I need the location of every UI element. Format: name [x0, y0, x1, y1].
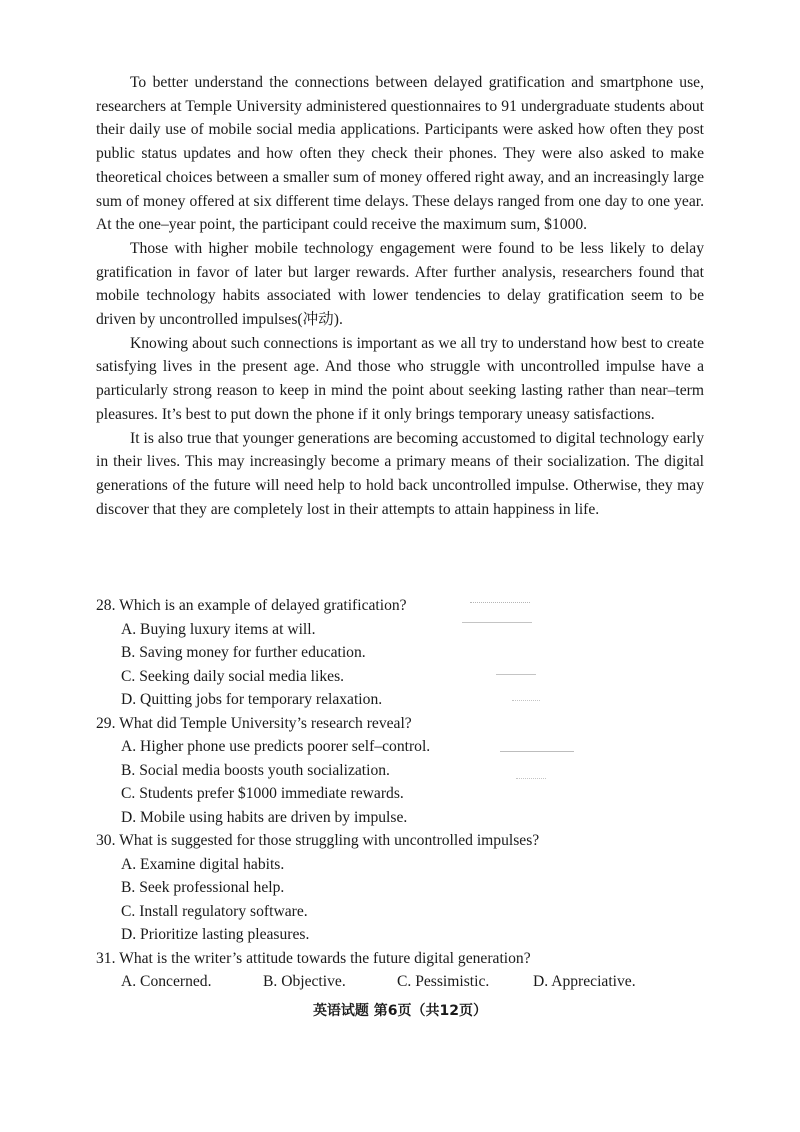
option-list — [96, 618, 704, 712]
option-d: D. Mobile using habits are driven by impulse. — [121, 808, 408, 826]
question-stem: 31. What is the writer’s attitude towards the future digital generation? — [96, 949, 531, 967]
bleed-through-mark — [500, 745, 574, 752]
option-c: C. Pessimistic. — [397, 973, 490, 990]
option-c: C. Students prefer $1000 immediate rewards. — [121, 785, 404, 802]
option-list — [96, 735, 704, 829]
option-list — [96, 970, 704, 994]
reading-passage — [96, 71, 704, 521]
passage-paragraph-3: Knowing about such connections is important as we all try to understand how best to create satisfying lives in the present age. And those who struggle with uncontrolled impulse have a particularly strong reason to keep in mind the point about seeking lasting rather than near–term pleasures. It’s best to put down the phone if it only brings temporary uneasy satisfactions. — [96, 334, 704, 423]
option-a: A. Concerned. — [121, 973, 212, 990]
question-28 — [96, 594, 704, 712]
passage-paragraph-2: Those with higher mobile technology engagement were found to be less likely to delay gratification in favor of later but larger rewards. After further analysis, researchers found that mobile technology habits associated with lower tendencies to delay gratification seem to be driven by uncontrolled impulses(冲动). — [96, 239, 704, 329]
page-footer: 英语试题 第6页（共12页） — [312, 1003, 488, 1019]
option-d: D. Prioritize lasting pleasures. — [121, 926, 310, 943]
option-c: C. Seeking daily social media likes. — [121, 667, 345, 685]
option-b: B. Saving money for further education. — [121, 644, 366, 661]
bleed-through-mark — [470, 592, 530, 603]
option-list — [96, 853, 704, 947]
option-b: B. Seek professional help. — [121, 879, 285, 896]
option-d: D. Appreciative. — [533, 973, 636, 990]
option-a: A. Higher phone use predicts poorer self–control. — [121, 738, 431, 755]
question-31 — [96, 947, 704, 994]
question-stem: 29. What did Temple University’s research reveal? — [96, 714, 412, 732]
bleed-through-mark — [516, 772, 546, 779]
option-a: A. Examine digital habits. — [121, 855, 285, 873]
question-29 — [96, 712, 704, 830]
option-d: D. Quitting jobs for temporary relaxation. — [121, 691, 383, 708]
passage-paragraph-1: To better understand the connections between delayed gratification and smartphone use, researchers at Temple University administered questionnaires to 91 undergraduate students about their daily use of mobile social media applications. Participants were asked how often they post public status updates and how often they check their phones. They were also asked to make theoretical choices between a smaller sum of money offered right away, and an increasingly large sum of money offered at six different time delays. These delays ranged from one day to one year. At the one–year point, the participant could receive the maximum sum, $1000. — [96, 74, 704, 234]
option-b: B. Objective. — [263, 973, 346, 990]
question-stem: 28. Which is an example of delayed gratification? — [96, 597, 407, 614]
question-list — [96, 594, 704, 994]
question-stem: 30. What is suggested for those struggling with uncontrolled impulses? — [96, 832, 540, 849]
option-c: C. Install regulatory software. — [121, 902, 308, 920]
bleed-through-mark — [462, 612, 532, 623]
option-b: B. Social media boosts youth socialization. — [121, 761, 390, 779]
bleed-through-mark — [512, 690, 540, 701]
option-a: A. Buying luxury items at will. — [121, 620, 316, 638]
question-30 — [96, 829, 704, 947]
passage-paragraph-4: It is also true that younger generations are becoming accustomed to digital technology early in their lives. This may increasingly become a primary means of their socialization. The digital generations of the future will need help to hold back uncontrolled impulse. Otherwise, they may discover that they are completely lost in their attempts to attain happiness in life. — [96, 429, 704, 518]
bleed-through-mark — [496, 668, 536, 675]
